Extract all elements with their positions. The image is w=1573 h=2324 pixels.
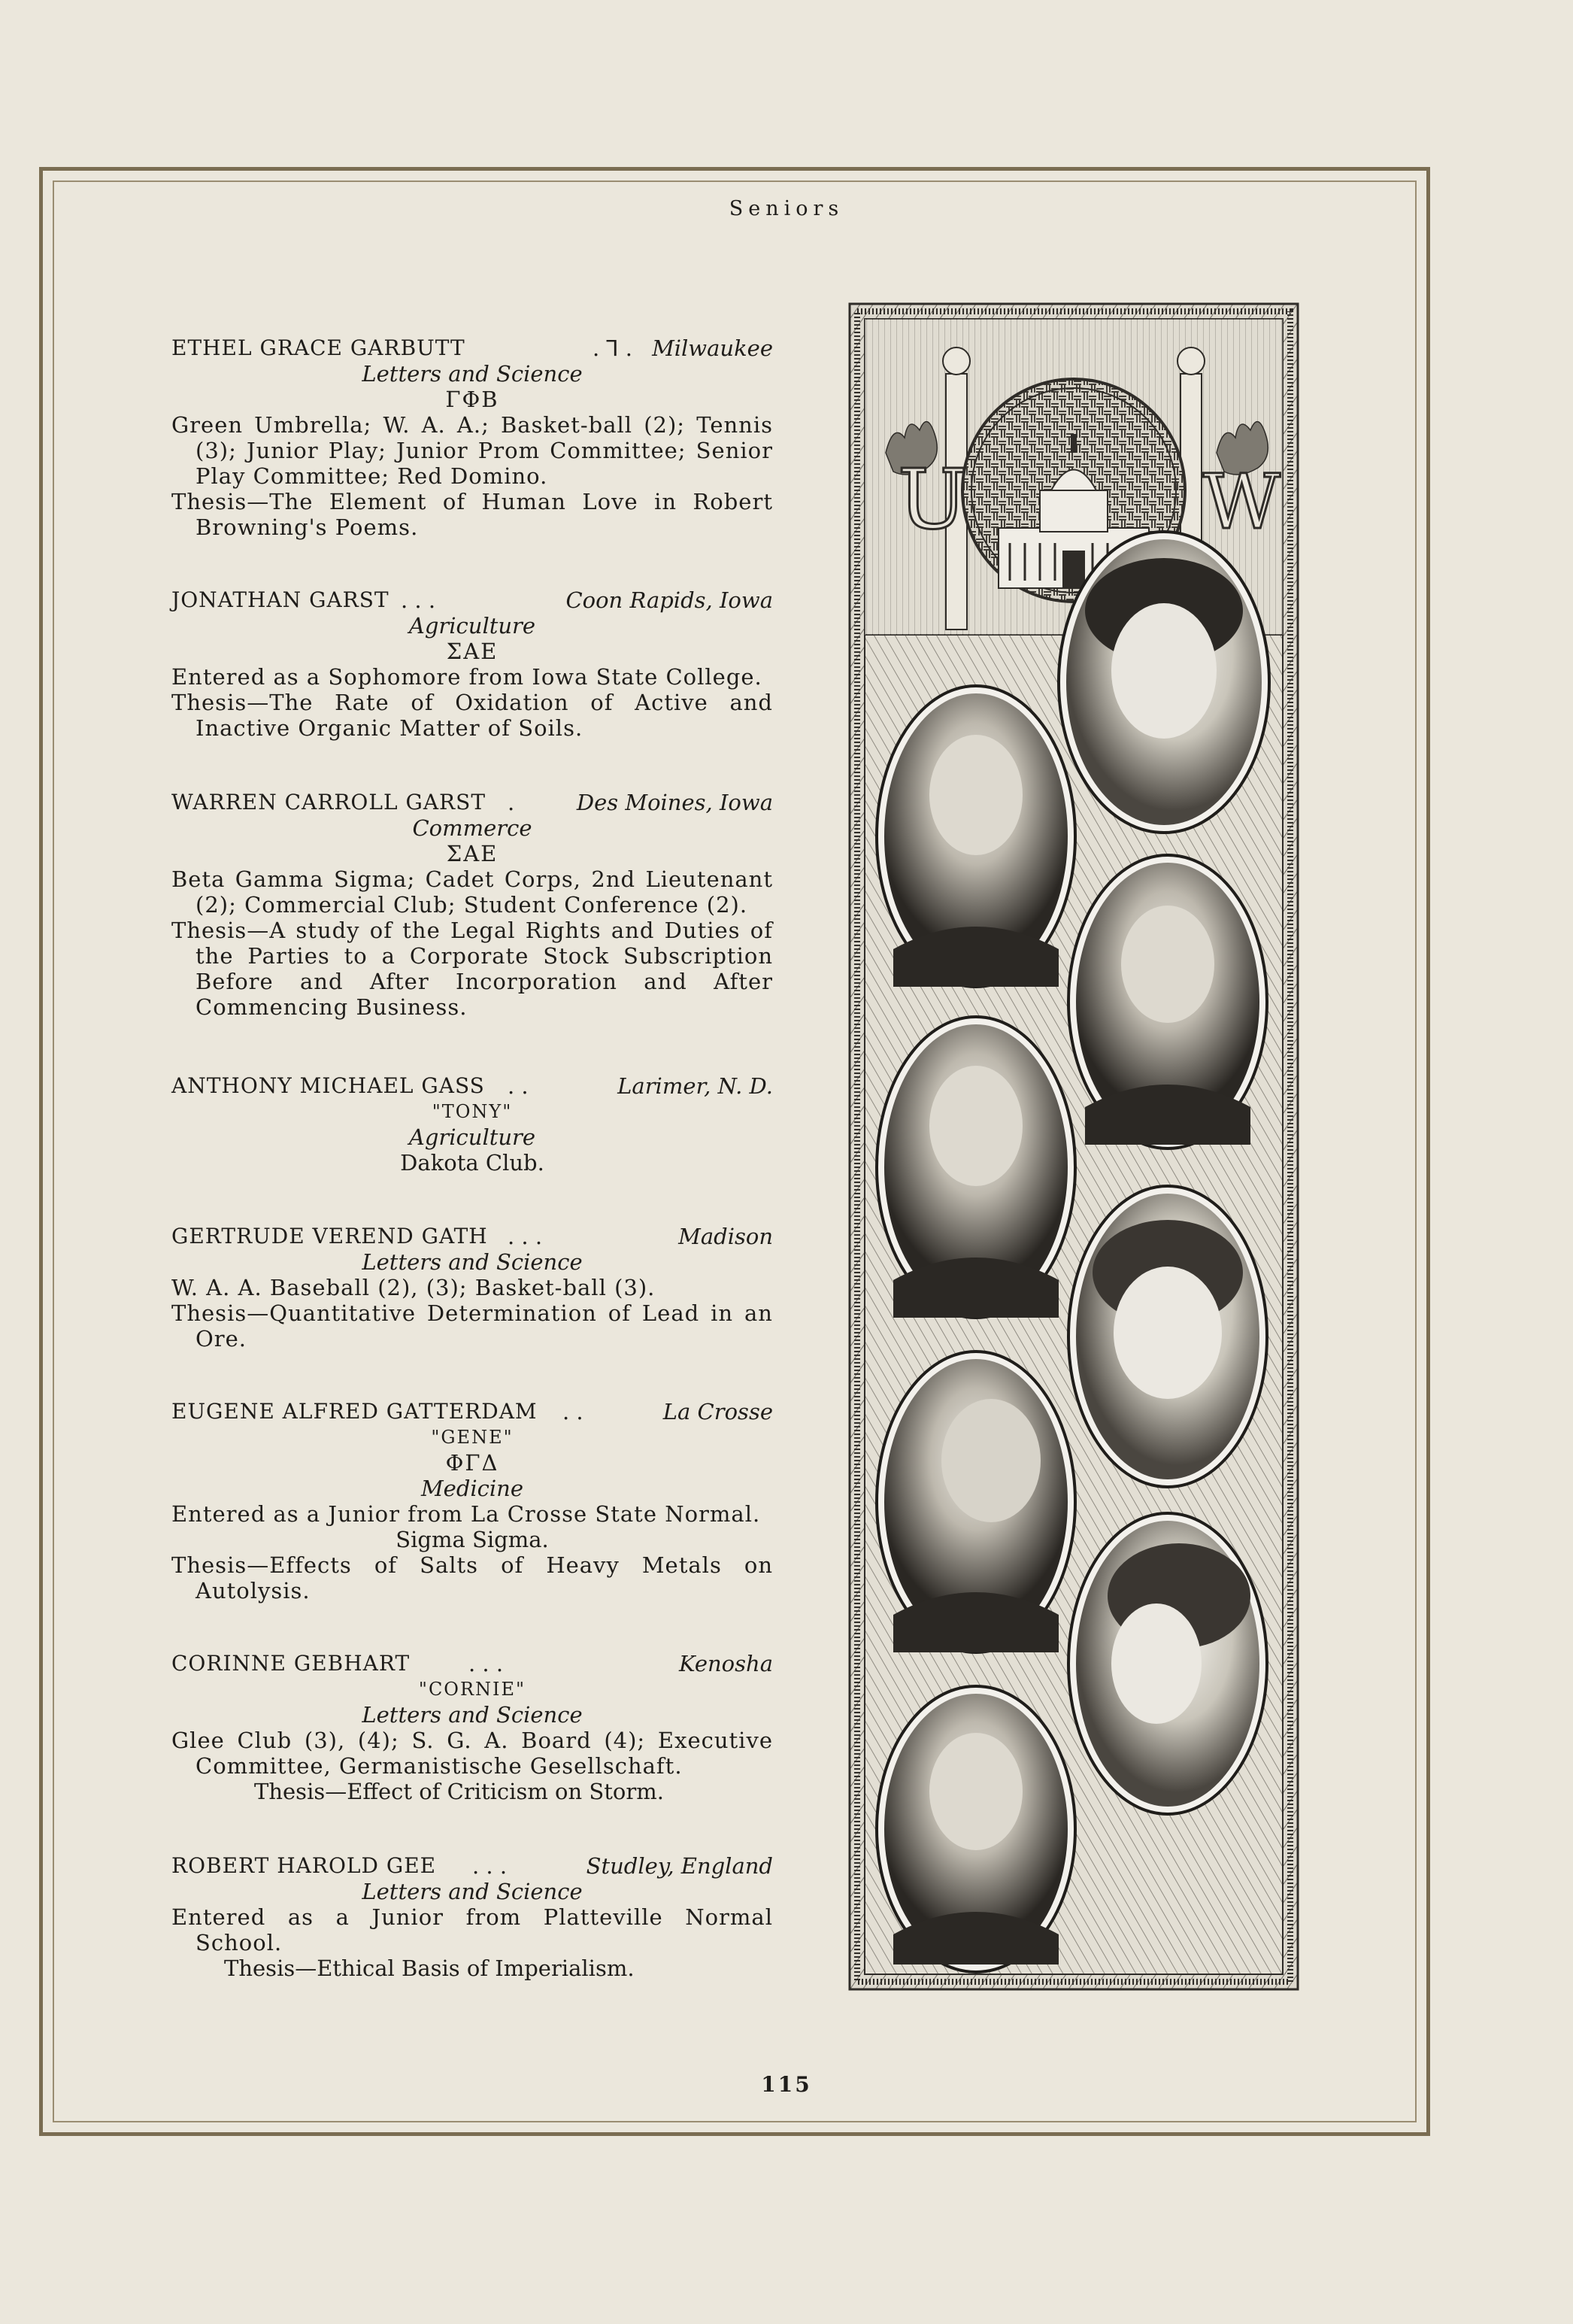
entry-header bbox=[171, 1651, 773, 1676]
senior-entry-warren-garst bbox=[171, 790, 773, 1020]
college: Letters and Science bbox=[362, 1879, 583, 1904]
entry-header bbox=[171, 1073, 773, 1099]
portrait-4-icon bbox=[877, 1017, 1075, 1318]
senior-name: ETHEL GRACE GARBUTT bbox=[171, 335, 465, 360]
nickname: "GENE" bbox=[431, 1427, 514, 1448]
senior-entry-jonathan-garst bbox=[171, 587, 773, 741]
portrait-2-icon bbox=[877, 686, 1075, 987]
entry-header bbox=[171, 1853, 773, 1879]
leader-dots: . . . bbox=[401, 587, 436, 613]
senior-name: JONATHAN GARST bbox=[171, 587, 389, 612]
senior-name: CORINNE GEBHART bbox=[171, 1651, 411, 1676]
portrait-1-icon bbox=[1059, 532, 1269, 833]
thesis: Thesis—Effects of Salts of Heavy Metals on Autolysis. bbox=[171, 1552, 773, 1603]
entry-header bbox=[171, 587, 773, 613]
leader-dots: . . . bbox=[472, 1853, 508, 1879]
college: Letters and Science bbox=[362, 361, 583, 387]
running-head: Seniors bbox=[729, 197, 844, 220]
senior-name: ANTHONY MICHAEL GASS bbox=[171, 1073, 485, 1098]
page-number: 115 bbox=[761, 2072, 812, 2097]
senior-entry-gebhart bbox=[171, 1651, 773, 1804]
entry-header bbox=[171, 1399, 773, 1424]
hometown: Larimer, N. D. bbox=[617, 1073, 773, 1099]
fraternity: ΣΑΕ bbox=[446, 841, 499, 866]
thesis: Thesis—The Rate of Oxidation of Active and Inactive Organic Matter of Soils. bbox=[171, 690, 773, 741]
portrait-5-icon bbox=[1068, 1186, 1267, 1487]
college: Letters and Science bbox=[362, 1702, 583, 1728]
activities: Entered as a Sophomore from Iowa State College. bbox=[171, 664, 762, 690]
hometown: La Crosse bbox=[662, 1399, 773, 1424]
senior-entry-gass bbox=[171, 1073, 773, 1176]
senior-entry-gee bbox=[171, 1853, 773, 1981]
nickname: "TONY" bbox=[432, 1101, 513, 1122]
college: Letters and Science bbox=[362, 1249, 583, 1275]
portrait-7-icon bbox=[1068, 1513, 1267, 1814]
hometown: Kenosha bbox=[678, 1651, 773, 1676]
senior-name: WARREN CARROLL GARST bbox=[171, 790, 486, 815]
senior-name: GERTRUDE VEREND GATH bbox=[171, 1224, 488, 1248]
club: Dakota Club. bbox=[400, 1150, 544, 1176]
college: Commerce bbox=[412, 815, 532, 841]
hometown: Studley, England bbox=[586, 1853, 773, 1879]
fraternity: ΦΓΔ bbox=[445, 1450, 499, 1476]
nickname: "CORNIE" bbox=[418, 1679, 526, 1700]
leader-dots: . . bbox=[508, 1073, 529, 1099]
thesis: Thesis—The Element of Human Love in Robert Browning's Poems. bbox=[171, 489, 773, 540]
leader-dots: . . . bbox=[508, 1224, 543, 1249]
entry-header bbox=[171, 1224, 773, 1249]
portrait-panel-art bbox=[848, 302, 1299, 1991]
senior-name: EUGENE ALFRED GATTERDAM bbox=[171, 1399, 538, 1424]
college: Medicine bbox=[420, 1476, 524, 1501]
portrait-panel bbox=[848, 302, 1299, 1991]
activities: Glee Club (3), (4); S. G. A. Board (4); Executive Committee, Germanistische Gesellschaft. bbox=[171, 1728, 773, 1779]
monogram-w: W bbox=[1203, 458, 1281, 546]
fraternity: ΣΑΕ bbox=[446, 639, 499, 664]
senior-entry-gath bbox=[171, 1224, 773, 1352]
portrait-3-icon bbox=[1068, 855, 1267, 1148]
senior-entry-garbutt bbox=[171, 335, 773, 540]
activities: Green Umbrella; W. A. A.; Basket-ball (2); Tennis (3); Junior Play; Junior Prom Committee; Senior Play Committee; Red Domino. bbox=[171, 412, 773, 489]
portrait-8-icon bbox=[877, 1686, 1075, 1972]
thesis: Thesis—Ethical Basis of Imperialism. bbox=[224, 1955, 635, 1981]
entry-header bbox=[171, 790, 773, 815]
hometown: Des Moines, Iowa bbox=[576, 790, 773, 815]
entry-header bbox=[171, 335, 773, 361]
leader-dots: . . . bbox=[468, 1651, 504, 1676]
honor-society: Sigma Sigma. bbox=[396, 1527, 549, 1552]
senior-name: ROBERT HAROLD GEE bbox=[171, 1853, 437, 1878]
leader-dots: . . bbox=[562, 1399, 583, 1424]
monogram-u: U bbox=[898, 451, 968, 548]
hometown: Madison bbox=[678, 1224, 773, 1249]
thesis: Thesis—A study of the Legal Rights and Duties of the Parties to a Corporate Stock Subscription Before and After Incorporation and After Commencing Business. bbox=[171, 918, 773, 1020]
fraternity: ΓΦΒ bbox=[445, 387, 499, 412]
senior-entry-gatterdam bbox=[171, 1399, 773, 1603]
thesis: Thesis—Quantitative Determination of Lead in an Ore. bbox=[171, 1300, 773, 1352]
activities: Entered as a Junior from La Crosse State Normal. bbox=[171, 1501, 761, 1527]
thesis: Thesis—Effect of Criticism on Storm. bbox=[254, 1779, 664, 1804]
college: Agriculture bbox=[408, 613, 536, 639]
activities: Beta Gamma Sigma; Cadet Corps, 2nd Lieutenant (2); Commercial Club; Student Conference (2). bbox=[171, 866, 773, 918]
leader-dots: . ⅂ . bbox=[593, 335, 633, 361]
portrait-6-icon bbox=[877, 1352, 1075, 1652]
hometown: Coon Rapids, Iowa bbox=[565, 587, 773, 613]
hometown: Milwaukee bbox=[652, 335, 773, 361]
leader-dots: . bbox=[508, 790, 515, 815]
activities: Entered as a Junior from Platteville Normal School. bbox=[171, 1904, 773, 1955]
college: Agriculture bbox=[408, 1124, 536, 1150]
activities: W. A. A. Baseball (2), (3); Basket-ball (3). bbox=[171, 1275, 656, 1300]
